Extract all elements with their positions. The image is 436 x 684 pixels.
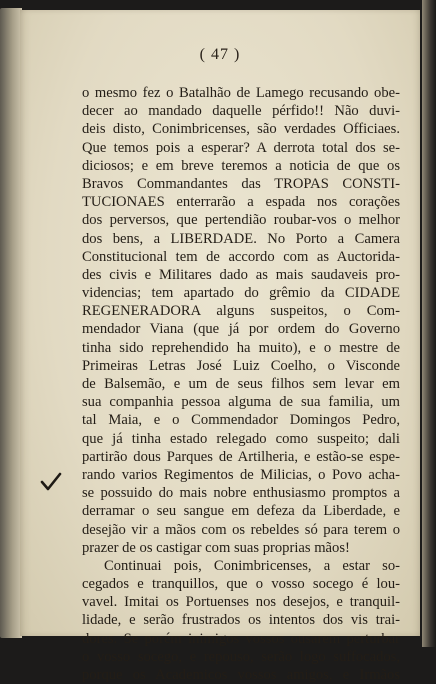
paragraph-1 — [82, 84, 400, 557]
text-line: deis disto, Conimbricenses, são verdades Officiaes. — [82, 121, 400, 138]
text-line: o vosso socego, e repouso, serão logo suffocados, — [82, 648, 400, 665]
previous-page-edge — [0, 8, 22, 638]
text-line: mendador Viana (que já por ordem do Governo — [82, 321, 400, 338]
page-number: ( 47 ) — [199, 46, 241, 63]
margin-check-mark — [40, 472, 62, 494]
text-line: porque os Academicos vossos amigos, e Irmãos — [82, 667, 400, 683]
text-line: que já tinha estado relegado como suspeito; dali — [82, 430, 400, 447]
text-line: videncias; tem apartado do grêmio da CIDADE — [82, 285, 400, 302]
text-line: Que temos pois a esperar? A derrota total dos se- — [82, 139, 400, 156]
binding-gutter — [422, 0, 436, 647]
text-line: derramar o seu sangue em defeza da Liberdade, e — [82, 503, 400, 520]
text-line: partirão dous Parques de Artilheria, e estão-se espe- — [82, 448, 400, 465]
text-line: dos perversos, que pertendião roubar-vos o melhor — [82, 212, 400, 229]
paragraph-2 — [82, 557, 400, 684]
text-line: decer ao mandado daquelle pérfido!! Não duvi- — [82, 103, 400, 120]
text-line: REGENERADORA alguns suspeitos, o Com- — [82, 303, 400, 320]
text-line: des civis e Militares dado as mais saudaveis pro- — [82, 266, 400, 283]
text-line: Constitucional tem de accordo com as Auctorida- — [82, 248, 400, 265]
text-line: lidade, e serão frustrados os intentos dos vis trai- — [82, 612, 400, 629]
text-line: desejão vir a mãos com os rebeldes só para terem o — [82, 521, 400, 538]
text-line: TUCIONAES enterrarão a espada nos corações — [82, 194, 400, 211]
text-line: diciosos; e em breve teremos a noticia de que os — [82, 157, 400, 174]
text-line: de Balsemão, e um de seus filhos sem levar em — [82, 376, 400, 392]
text-line: dores. Se porém inimigos vossos ousarem perturbar — [82, 630, 400, 647]
text-line: prazer de os castigar com suas proprias mãos! — [82, 539, 350, 556]
text-line: sua companhia pessoa alguma de sua familia, um — [82, 394, 400, 411]
book-page — [20, 10, 420, 683]
text-line: dos bens, a LIBERDADE. No Porto a Camera — [82, 230, 400, 247]
text-line: o mesmo fez o Batalhão de Lamego recusando obe- — [82, 85, 400, 101]
text-line: rando varios Regimentos de Milicias, o Povo acha- — [82, 466, 400, 483]
text-line: Primeiras Letras José Luiz Coelho, o Visconde — [82, 357, 400, 374]
text-line: tal Maia, e o Commendador Domingos Pedro, — [82, 412, 400, 429]
text-line: vavel. Imitai os Portuenses nos desejos, e tranquil- — [82, 594, 400, 611]
text-line: tinha sido reprehendido ha muito), e o mestre de — [82, 339, 400, 356]
text-line: Continuai pois, Conimbricenses, a estar so- — [104, 557, 400, 574]
body-text — [82, 84, 400, 684]
text-line: cegados e tranquillos, que o vosso socego é lou- — [82, 576, 400, 593]
text-line: Bravos Commandantes das TROPAS CONSTI- — [82, 175, 400, 192]
text-line: se possuido do mais nobre enthusiasmo promptos a — [82, 485, 400, 502]
